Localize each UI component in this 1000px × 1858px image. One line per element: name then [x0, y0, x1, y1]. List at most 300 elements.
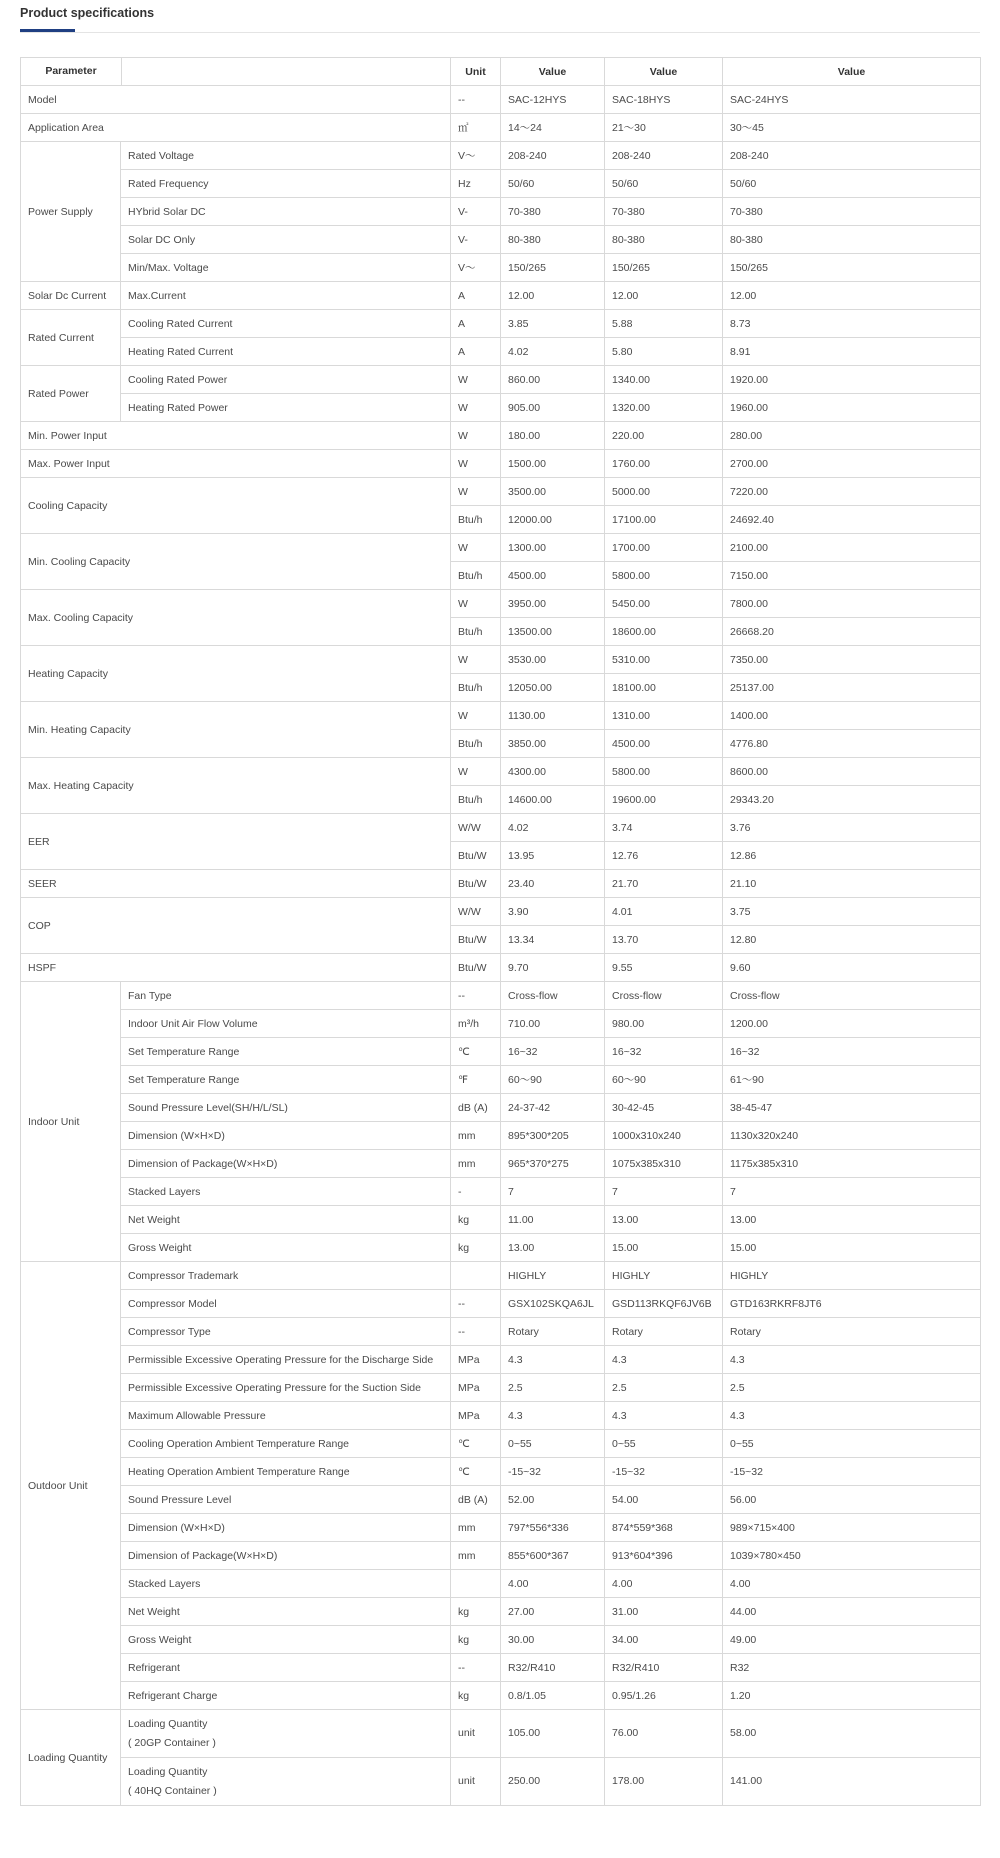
spec-value-cell: -15~32 — [501, 1458, 605, 1486]
spec-value-cell: 29343.20 — [723, 786, 981, 814]
spec-value-cell: 0~55 — [501, 1430, 605, 1458]
spec-row — [21, 282, 981, 310]
spec-subparameter-cell: Set Temperature Range — [121, 1066, 451, 1094]
spec-unit-cell: V- — [451, 198, 501, 226]
spec-value-cell: 44.00 — [723, 1598, 981, 1626]
spec-value-cell: 54.00 — [605, 1486, 723, 1514]
spec-subparameter-cell: Heating Rated Current — [121, 338, 451, 366]
spec-unit-cell: W — [451, 534, 501, 562]
spec-value-cell: R32 — [723, 1654, 981, 1682]
spec-unit-cell: -- — [451, 86, 501, 114]
spec-group-cell: Max. Cooling Capacity — [21, 590, 451, 646]
spec-subparameter-cell: Compressor Model — [121, 1290, 451, 1318]
spec-value-cell: 5000.00 — [605, 478, 723, 506]
spec-value-cell: 12.00 — [501, 282, 605, 310]
spec-value-cell: 5.80 — [605, 338, 723, 366]
spec-value-cell: 70-380 — [605, 198, 723, 226]
spec-row — [21, 170, 981, 198]
spec-subparameter-cell: Stacked Layers — [121, 1178, 451, 1206]
spec-value-cell: 1960.00 — [723, 394, 981, 422]
header-value-2: Value — [605, 58, 723, 86]
spec-value-cell: 150/265 — [501, 254, 605, 282]
spec-value-cell: 150/265 — [723, 254, 981, 282]
spec-unit-cell: A — [451, 310, 501, 338]
spec-value-cell: 141.00 — [723, 1758, 981, 1806]
spec-value-cell: 895*300*205 — [501, 1122, 605, 1150]
spec-group-cell: SEER — [21, 870, 451, 898]
spec-subparameter-cell: Dimension (W×H×D) — [121, 1514, 451, 1542]
spec-row — [21, 1626, 981, 1654]
spec-row — [21, 590, 981, 618]
spec-value-cell: 2100.00 — [723, 534, 981, 562]
spec-unit-cell: A — [451, 338, 501, 366]
spec-subparameter-cell: Indoor Unit Air Flow Volume — [121, 1010, 451, 1038]
spec-group-cell: EER — [21, 814, 451, 870]
spec-row — [21, 1178, 981, 1206]
spec-value-cell: 12.00 — [723, 282, 981, 310]
spec-unit-cell: Btu/h — [451, 506, 501, 534]
spec-value-cell: 8.73 — [723, 310, 981, 338]
spec-unit-cell: kg — [451, 1206, 501, 1234]
spec-unit-cell: mm — [451, 1122, 501, 1150]
spec-value-cell: 7800.00 — [723, 590, 981, 618]
spec-group-cell: Outdoor Unit — [21, 1262, 121, 1710]
spec-unit-cell: mm — [451, 1542, 501, 1570]
spec-value-cell: 4500.00 — [605, 730, 723, 758]
header-value-3: Value — [723, 58, 981, 86]
spec-value-cell: 12.00 — [605, 282, 723, 310]
spec-value-cell: 12.86 — [723, 842, 981, 870]
spec-unit-cell: A — [451, 282, 501, 310]
spec-row — [21, 534, 981, 562]
spec-subparameter-line: ( 20GP Container ) — [128, 1736, 216, 1749]
spec-value-cell: 13.00 — [605, 1206, 723, 1234]
spec-unit-cell: Btu/h — [451, 562, 501, 590]
spec-value-cell: 1300.00 — [501, 534, 605, 562]
spec-subparameter-line: Loading Quantity — [128, 1765, 208, 1778]
spec-value-cell: 1500.00 — [501, 450, 605, 478]
spec-value-cell: 19600.00 — [605, 786, 723, 814]
spec-row — [21, 198, 981, 226]
spec-row — [21, 1094, 981, 1122]
spec-row — [21, 1682, 981, 1710]
spec-value-cell: 7 — [501, 1178, 605, 1206]
spec-value-cell: 9.55 — [605, 954, 723, 982]
spec-row — [21, 1486, 981, 1514]
spec-value-cell: 5800.00 — [605, 562, 723, 590]
spec-value-cell: 4.3 — [723, 1402, 981, 1430]
spec-value-cell: R32/R410 — [605, 1654, 723, 1682]
spec-subparameter-cell: Net Weight — [121, 1206, 451, 1234]
spec-subparameter-cell: Compressor Type — [121, 1318, 451, 1346]
spec-subparameter-line: Loading Quantity — [128, 1717, 208, 1730]
spec-value-cell: 4776.80 — [723, 730, 981, 758]
spec-value-cell: 12.76 — [605, 842, 723, 870]
spec-value-cell: 5310.00 — [605, 646, 723, 674]
spec-group-cell: Indoor Unit — [21, 982, 121, 1262]
spec-value-cell: 7150.00 — [723, 562, 981, 590]
spec-subparameter-cell: Stacked Layers — [121, 1570, 451, 1598]
spec-value-cell: 965*370*275 — [501, 1150, 605, 1178]
spec-value-cell: R32/R410 — [501, 1654, 605, 1682]
spec-value-cell: 9.60 — [723, 954, 981, 982]
header-parameter-label: Parameter — [21, 58, 122, 85]
spec-subparameter-cell: HYbrid Solar DC — [121, 198, 451, 226]
spec-value-cell: SAC-24HYS — [723, 86, 981, 114]
spec-subparameter-cell: Dimension (W×H×D) — [121, 1122, 451, 1150]
spec-row — [21, 422, 981, 450]
spec-value-cell: 13.00 — [501, 1234, 605, 1262]
spec-value-cell: 280.00 — [723, 422, 981, 450]
spec-value-cell: HIGHLY — [501, 1262, 605, 1290]
spec-value-cell: 797*556*336 — [501, 1514, 605, 1542]
spec-value-cell: 80-380 — [501, 226, 605, 254]
spec-row — [21, 1458, 981, 1486]
spec-subparameter-cell: Dimension of Package(W×H×D) — [121, 1542, 451, 1570]
spec-value-cell: 7220.00 — [723, 478, 981, 506]
spec-row — [21, 1122, 981, 1150]
spec-value-cell: 1760.00 — [605, 450, 723, 478]
section-title[interactable]: Product specifications — [20, 6, 155, 20]
spec-row — [21, 982, 981, 1010]
spec-value-cell: 61～90 — [723, 1066, 981, 1094]
spec-row — [21, 1402, 981, 1430]
spec-subparameter-cell: Cooling Rated Power — [121, 366, 451, 394]
spec-group-cell: Heating Capacity — [21, 646, 451, 702]
spec-value-cell: 18100.00 — [605, 674, 723, 702]
spec-unit-cell: V～ — [451, 142, 501, 170]
spec-value-cell: 15.00 — [605, 1234, 723, 1262]
spec-unit-cell: ℃ — [451, 1430, 501, 1458]
spec-value-cell: 25137.00 — [723, 674, 981, 702]
spec-subparameter-cell: Sound Pressure Level — [121, 1486, 451, 1514]
spec-unit-cell: Hz — [451, 170, 501, 198]
spec-row — [21, 394, 981, 422]
spec-value-cell: 860.00 — [501, 366, 605, 394]
spec-value-cell: 3.85 — [501, 310, 605, 338]
spec-value-cell: 7 — [605, 1178, 723, 1206]
spec-value-cell: 38-45-47 — [723, 1094, 981, 1122]
spec-row — [21, 1010, 981, 1038]
spec-value-cell: 3.75 — [723, 898, 981, 926]
spec-group-cell: Max. Power Input — [21, 450, 451, 478]
spec-row — [21, 1206, 981, 1234]
spec-subparameter-cell: Net Weight — [121, 1598, 451, 1626]
spec-value-cell: 4.01 — [605, 898, 723, 926]
spec-row — [21, 646, 981, 674]
spec-row — [21, 1066, 981, 1094]
spec-value-cell: 5.88 — [605, 310, 723, 338]
spec-row — [21, 702, 981, 730]
spec-value-cell: 8600.00 — [723, 758, 981, 786]
spec-unit-cell: unit — [451, 1758, 501, 1806]
spec-row — [21, 1234, 981, 1262]
spec-subparameter-cell: Refrigerant — [121, 1654, 451, 1682]
header-parameter — [21, 58, 451, 86]
spec-value-cell: 50/60 — [605, 170, 723, 198]
spec-unit-cell — [451, 1570, 501, 1598]
spec-subparameter-cell: Dimension of Package(W×H×D) — [121, 1150, 451, 1178]
spec-value-cell: SAC-12HYS — [501, 86, 605, 114]
spec-unit-cell: W — [451, 646, 501, 674]
spec-unit-cell: mm — [451, 1514, 501, 1542]
spec-row — [21, 1430, 981, 1458]
spec-value-cell: 5800.00 — [605, 758, 723, 786]
spec-value-cell: 17100.00 — [605, 506, 723, 534]
spec-value-cell: 4.00 — [501, 1570, 605, 1598]
spec-row — [21, 450, 981, 478]
spec-value-cell: 56.00 — [723, 1486, 981, 1514]
spec-value-cell: 905.00 — [501, 394, 605, 422]
spec-value-cell: 4.3 — [501, 1346, 605, 1374]
spec-value-cell: 14600.00 — [501, 786, 605, 814]
spec-value-cell: 23.40 — [501, 870, 605, 898]
spec-value-cell: 1.20 — [723, 1682, 981, 1710]
spec-value-cell: 24692.40 — [723, 506, 981, 534]
spec-unit-cell: V- — [451, 226, 501, 254]
spec-value-cell: 980.00 — [605, 1010, 723, 1038]
spec-value-cell: 2700.00 — [723, 450, 981, 478]
spec-value-cell: 0~55 — [723, 1430, 981, 1458]
spec-unit-cell: -- — [451, 1318, 501, 1346]
spec-value-cell: 1310.00 — [605, 702, 723, 730]
spec-value-cell: 4500.00 — [501, 562, 605, 590]
spec-row — [21, 758, 981, 786]
spec-value-cell: 4.02 — [501, 814, 605, 842]
spec-value-cell: 3850.00 — [501, 730, 605, 758]
spec-row — [21, 870, 981, 898]
spec-row — [21, 1598, 981, 1626]
spec-value-cell: Cross-flow — [605, 982, 723, 1010]
spec-value-cell: 1320.00 — [605, 394, 723, 422]
spec-value-cell: 208-240 — [723, 142, 981, 170]
spec-row — [21, 86, 981, 114]
spec-unit-cell: W/W — [451, 814, 501, 842]
spec-row — [21, 1374, 981, 1402]
spec-subparameter-line: ( 40HQ Container ) — [128, 1784, 217, 1797]
spec-value-cell: Cross-flow — [723, 982, 981, 1010]
spec-value-cell: 4300.00 — [501, 758, 605, 786]
spec-value-cell: 13.34 — [501, 926, 605, 954]
spec-unit-cell: kg — [451, 1234, 501, 1262]
spec-value-cell: 30-42-45 — [605, 1094, 723, 1122]
spec-value-cell: Cross-flow — [501, 982, 605, 1010]
spec-subparameter-cell: Fan Type — [121, 982, 451, 1010]
spec-subparameter-cell: Rated Voltage — [121, 142, 451, 170]
spec-unit-cell: W — [451, 450, 501, 478]
spec-value-cell: -15~32 — [605, 1458, 723, 1486]
spec-value-cell: 1000x310x240 — [605, 1122, 723, 1150]
spec-row — [21, 310, 981, 338]
spec-value-cell: 3530.00 — [501, 646, 605, 674]
spec-value-cell: 5450.00 — [605, 590, 723, 618]
spec-row — [21, 1262, 981, 1290]
spec-value-cell: 9.70 — [501, 954, 605, 982]
spec-value-cell: 60～90 — [501, 1066, 605, 1094]
spec-unit-cell: ℉ — [451, 1066, 501, 1094]
spec-unit-cell: Btu/W — [451, 926, 501, 954]
spec-value-cell: 13.70 — [605, 926, 723, 954]
spec-value-cell: 14～24 — [501, 114, 605, 142]
spec-row — [21, 898, 981, 926]
spec-value-cell: 30.00 — [501, 1626, 605, 1654]
spec-subparameter-cell — [121, 1710, 451, 1758]
spec-value-cell: 913*604*396 — [605, 1542, 723, 1570]
spec-value-cell: 12000.00 — [501, 506, 605, 534]
spec-value-cell: 13500.00 — [501, 618, 605, 646]
header-unit: Unit — [451, 58, 501, 86]
spec-subparameter-cell: Heating Rated Power — [121, 394, 451, 422]
spec-value-cell: 1340.00 — [605, 366, 723, 394]
spec-unit-cell: mm — [451, 1150, 501, 1178]
spec-value-cell: 855*600*367 — [501, 1542, 605, 1570]
spec-value-cell: 4.3 — [605, 1346, 723, 1374]
section-tab-underline — [20, 29, 75, 32]
spec-table — [20, 57, 981, 1806]
spec-unit-cell: ㎡ — [451, 114, 501, 142]
spec-unit-cell: -- — [451, 1290, 501, 1318]
spec-value-cell: 2.5 — [501, 1374, 605, 1402]
spec-value-cell: 1400.00 — [723, 702, 981, 730]
spec-value-cell: 24-37-42 — [501, 1094, 605, 1122]
spec-value-cell: 15.00 — [723, 1234, 981, 1262]
spec-value-cell: 4.3 — [605, 1402, 723, 1430]
spec-row — [21, 1570, 981, 1598]
spec-value-cell: 1175x385x310 — [723, 1150, 981, 1178]
spec-value-cell: 208-240 — [605, 142, 723, 170]
spec-unit-cell: m³/h — [451, 1010, 501, 1038]
spec-value-cell: 180.00 — [501, 422, 605, 450]
spec-unit-cell: - — [451, 1178, 501, 1206]
spec-group-cell: Model — [21, 86, 451, 114]
spec-unit-cell: Btu/h — [451, 674, 501, 702]
spec-unit-cell: -- — [451, 1654, 501, 1682]
spec-row — [21, 226, 981, 254]
spec-value-cell: 50/60 — [723, 170, 981, 198]
spec-row — [21, 1758, 981, 1806]
spec-subparameter-cell: Min/Max. Voltage — [121, 254, 451, 282]
spec-unit-cell: W — [451, 590, 501, 618]
spec-group-cell: Min. Cooling Capacity — [21, 534, 451, 590]
spec-row — [21, 1514, 981, 1542]
spec-value-cell: SAC-18HYS — [605, 86, 723, 114]
spec-value-cell: 31.00 — [605, 1598, 723, 1626]
spec-group-cell: Power Supply — [21, 142, 121, 282]
spec-value-cell: HIGHLY — [605, 1262, 723, 1290]
spec-row — [21, 254, 981, 282]
spec-unit-cell: Btu/W — [451, 870, 501, 898]
spec-unit-cell: V～ — [451, 254, 501, 282]
spec-row — [21, 954, 981, 982]
spec-value-cell: 7 — [723, 1178, 981, 1206]
spec-value-cell: 13.00 — [723, 1206, 981, 1234]
spec-row — [21, 1318, 981, 1346]
spec-value-cell: 874*559*368 — [605, 1514, 723, 1542]
spec-row — [21, 366, 981, 394]
spec-row — [21, 338, 981, 366]
spec-unit-cell: ℃ — [451, 1038, 501, 1066]
spec-value-cell: 0.95/1.26 — [605, 1682, 723, 1710]
spec-value-cell: 21.70 — [605, 870, 723, 898]
spec-value-cell: Rotary — [501, 1318, 605, 1346]
spec-subparameter-cell: Heating Operation Ambient Temperature Range — [121, 1458, 451, 1486]
spec-value-cell: 150/265 — [605, 254, 723, 282]
spec-unit-cell: Btu/W — [451, 954, 501, 982]
spec-value-cell: 21～30 — [605, 114, 723, 142]
spec-value-cell: 76.00 — [605, 1710, 723, 1758]
spec-value-cell: 1075x385x310 — [605, 1150, 723, 1178]
spec-value-cell: 16~32 — [605, 1038, 723, 1066]
spec-value-cell: 58.00 — [723, 1710, 981, 1758]
spec-group-cell: HSPF — [21, 954, 451, 982]
spec-unit-cell: W — [451, 366, 501, 394]
spec-value-cell: 49.00 — [723, 1626, 981, 1654]
spec-value-cell: 30～45 — [723, 114, 981, 142]
spec-value-cell: GSD113RKQF6JV6B — [605, 1290, 723, 1318]
spec-value-cell: 60～90 — [605, 1066, 723, 1094]
spec-value-cell: 250.00 — [501, 1758, 605, 1806]
spec-value-cell: 26668.20 — [723, 618, 981, 646]
spec-value-cell: 4.3 — [501, 1402, 605, 1430]
spec-unit-cell: Btu/h — [451, 786, 501, 814]
spec-table-body — [21, 86, 981, 1806]
spec-value-cell: 208-240 — [501, 142, 605, 170]
spec-value-cell: 27.00 — [501, 1598, 605, 1626]
spec-unit-cell: W — [451, 422, 501, 450]
spec-value-cell: 4.00 — [605, 1570, 723, 1598]
spec-subparameter-cell: Cooling Rated Current — [121, 310, 451, 338]
spec-group-cell: Min. Power Input — [21, 422, 451, 450]
header-value-1: Value — [501, 58, 605, 86]
spec-value-cell: 12050.00 — [501, 674, 605, 702]
spec-value-cell: -15~32 — [723, 1458, 981, 1486]
spec-value-cell: 50/60 — [501, 170, 605, 198]
spec-unit-cell: W — [451, 478, 501, 506]
spec-value-cell: HIGHLY — [723, 1262, 981, 1290]
spec-subparameter-cell: Gross Weight — [121, 1626, 451, 1654]
section-tab-bar — [20, 0, 980, 33]
spec-unit-cell: dB (A) — [451, 1094, 501, 1122]
spec-value-cell: 1920.00 — [723, 366, 981, 394]
spec-row — [21, 1542, 981, 1570]
spec-unit-cell: dB (A) — [451, 1486, 501, 1514]
spec-unit-cell: MPa — [451, 1346, 501, 1374]
spec-group-cell: Rated Current — [21, 310, 121, 366]
spec-group-cell: Application Area — [21, 114, 451, 142]
spec-value-cell: 70-380 — [723, 198, 981, 226]
spec-subparameter-cell: Set Temperature Range — [121, 1038, 451, 1066]
spec-unit-cell: kg — [451, 1626, 501, 1654]
spec-value-cell: Rotary — [605, 1318, 723, 1346]
spec-subparameter-cell: Gross Weight — [121, 1234, 451, 1262]
spec-value-cell: 80-380 — [723, 226, 981, 254]
spec-value-cell: 220.00 — [605, 422, 723, 450]
spec-subparameter-cell: Sound Pressure Level(SH/H/L/SL) — [121, 1094, 451, 1122]
spec-subparameter-cell: Permissible Excessive Operating Pressure for the Suction Side — [121, 1374, 451, 1402]
spec-group-cell: Max. Heating Capacity — [21, 758, 451, 814]
spec-unit-cell: W — [451, 394, 501, 422]
spec-unit-cell: W — [451, 702, 501, 730]
spec-subparameter-cell: Permissible Excessive Operating Pressure for the Discharge Side — [121, 1346, 451, 1374]
spec-unit-cell: kg — [451, 1598, 501, 1626]
spec-unit-cell: unit — [451, 1710, 501, 1758]
header-row — [21, 58, 981, 86]
spec-value-cell: 105.00 — [501, 1710, 605, 1758]
spec-unit-cell: kg — [451, 1682, 501, 1710]
spec-subparameter-cell: Maximum Allowable Pressure — [121, 1402, 451, 1430]
spec-group-cell: Solar Dc Current — [21, 282, 121, 310]
spec-unit-cell: Btu/W — [451, 842, 501, 870]
